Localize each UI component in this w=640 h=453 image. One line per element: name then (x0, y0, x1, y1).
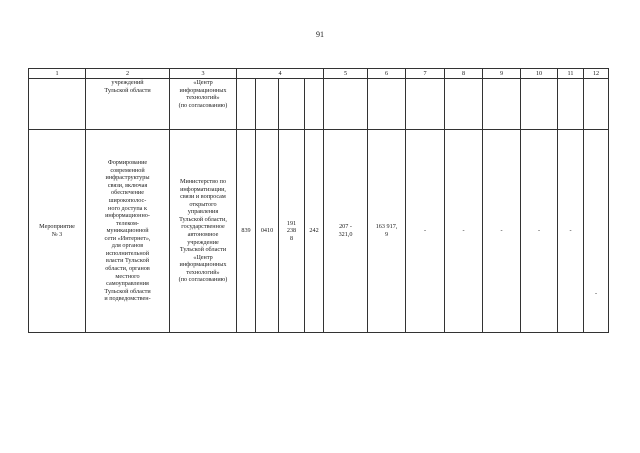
header-cell: 3 (170, 69, 237, 79)
budget-code-type: 242 (305, 130, 324, 333)
year-amount: - (445, 130, 483, 333)
table-cell (237, 79, 256, 130)
header-cell: 4 (237, 69, 324, 79)
header-cell: 12 (584, 69, 609, 79)
header-cell: 11 (558, 69, 584, 79)
total-amount: 207 - 321,0 (324, 130, 368, 333)
table-cell (256, 79, 279, 130)
year-amount: - (521, 130, 558, 333)
table-row (29, 130, 609, 333)
header-cell: 1 (29, 69, 86, 79)
page-number: 91 (316, 30, 324, 39)
executor-text: Министерство по информатизации, связи и вопросам открытого управления Тульской области, государственное автономное учреждение Тульской области «Центр информационных технологий» (по согласованию) (170, 130, 237, 333)
header-cell: 10 (521, 69, 558, 79)
budget-code-ministry: 839 (237, 130, 256, 333)
year-amount: - (558, 130, 584, 333)
header-row (29, 69, 609, 79)
year-amount: 163 917, 9 (368, 130, 406, 333)
year-amount: - (406, 130, 445, 333)
executor-text: «Центр информационных технологий» (по согласованию) (170, 79, 237, 130)
table-cell (558, 79, 584, 130)
budget-table (28, 68, 609, 333)
activity-label: Мероприятие № 3 (29, 130, 86, 333)
table-cell (368, 79, 406, 130)
header-cell: 8 (445, 69, 483, 79)
header-cell: 6 (368, 69, 406, 79)
year-amount: - (584, 130, 609, 333)
budget-code-section: 0410 (256, 130, 279, 333)
header-cell: 2 (86, 69, 170, 79)
year-amount: - (483, 130, 521, 333)
table-cell (483, 79, 521, 130)
table-row (29, 79, 609, 130)
header-cell: 9 (483, 69, 521, 79)
header-cell: 5 (324, 69, 368, 79)
activity-description: Формирование современной инфраструктуры связи, включая обеспечение широкополос- ного доступа к информационно- телеком- муникационной сети «Интернет», для органов исполнительной власти Тульской области, органов местного самоуправления Тульской области и подведомствен- (86, 130, 170, 333)
table-cell (279, 79, 305, 130)
table-cell (445, 79, 483, 130)
header-cell: 7 (406, 69, 445, 79)
budget-code-target: 191 238 8 (279, 130, 305, 333)
table-cell (29, 79, 86, 130)
table-cell (406, 79, 445, 130)
table-cell (305, 79, 324, 130)
table-cell (521, 79, 558, 130)
institution-text: учреждений Тульской области (86, 79, 170, 130)
table-cell (324, 79, 368, 130)
table-cell (584, 79, 609, 130)
